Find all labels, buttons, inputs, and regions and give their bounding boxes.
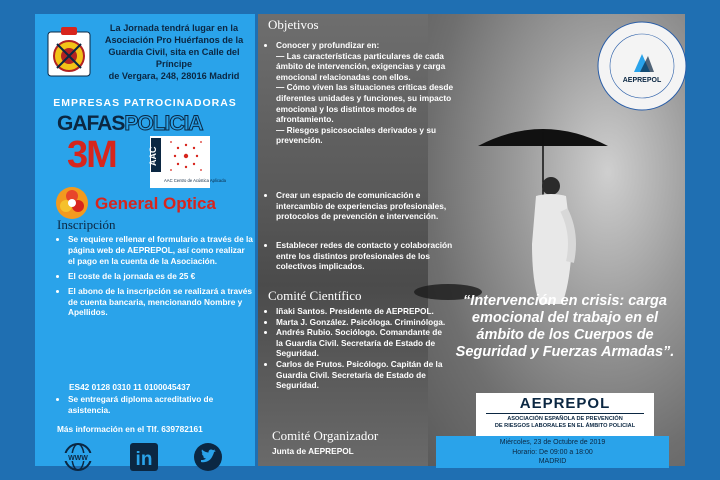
objetivos-subitem: — Las características particulares de cada ámbito de intervención, exigencias y carga emocional relacionadas con ellos. [276, 50, 446, 82]
date-line: Miércoles, 23 de Octubre de 2019 [499, 439, 606, 446]
comite-member: • Marta J. González. Psicóloga. Criminóloga. [276, 317, 446, 328]
aeprepol-fullname-line: DE RIESGOS LABORALES EN EL ÁMBITO POLICIAL [494, 423, 636, 429]
twitter-icon[interactable] [193, 442, 223, 472]
comite-member: • Andrés Rubio. Sociólogo. Comandante de la Guardia Civil. Secretaría de Estado de Seguridad. [276, 327, 446, 359]
diploma-list [57, 394, 253, 416]
objetivos-item-3: • Establecer redes de contacto y colaboración entre los distintos profesionales de los colectivos implicados. [276, 240, 456, 272]
venue-line: La Jornada tendrá lugar en la [109, 23, 239, 33]
aeprepol-fullname-line: ASOCIACIÓN ESPAÑOLA DE PREVENCIÓN [507, 416, 623, 422]
inscripcion-item: • El abono de la inscripción se realizará a través de cuenta bancaria, mencionando Nombre y Apellidos. [68, 286, 253, 319]
comite-organizador-body: Junta de AEPREPOL [272, 446, 354, 456]
more-info-text: Más información en el Tlf. 639782161 [57, 424, 203, 434]
event-headline: “Intervención en crisis: carga emocional del trabajo en el ámbito de los Cuerpos de Seguridad y Fuerzas Armadas”. [455, 293, 675, 360]
objetivos-block-2 [266, 190, 456, 222]
person-with-umbrella-image [458, 124, 648, 314]
inscripcion-item: • Se requiere rellenar el formulario a través de la página web de AEPREPOL, así como realizar el pago en la cuenta de la Asociación. [68, 234, 253, 267]
objetivos-block-3 [266, 240, 456, 272]
linkedin-label: in [135, 449, 153, 470]
comite-organizador-title: Comité Organizador [272, 428, 379, 443]
aeprepol-fullname [486, 413, 644, 430]
venue-line: Guardia Civil, sita en Calle del Príncipe [108, 47, 240, 69]
objetivos-block-1 [266, 40, 456, 146]
objetivos-title: Objetivos [268, 17, 319, 32]
general-optica-text: General Optica [95, 194, 216, 213]
aeprepol-circle-label: AEPREPOL [622, 77, 662, 84]
gafas-text: GAFAS [57, 112, 125, 135]
right-panel [258, 14, 685, 466]
city-line: MADRID [538, 458, 567, 465]
venue-text [97, 22, 251, 82]
schedule-line: Horario: De 09:00 a 18:00 [512, 448, 593, 456]
gafas-policia-logo [57, 112, 203, 136]
aeprepol-logo-box [476, 393, 654, 437]
guardia-civil-crest-icon [47, 26, 91, 78]
comite-cientifico-title: Comité Científico [268, 288, 362, 303]
aac-caption: AAC Centro de Acústica Aplicada [164, 178, 226, 183]
left-panel [35, 14, 255, 470]
date-box [436, 436, 669, 468]
general-optica-logo-icon [55, 186, 89, 220]
aeprepol-name: AEPREPOL [519, 395, 611, 412]
inscripcion-title: Inscripción [57, 217, 116, 232]
3m-logo: 3M [67, 134, 116, 176]
comite-cientifico-list [266, 306, 446, 391]
objetivos-subitem: — Cómo viven las situaciones críticas desde diferentes unidades y funciones, su impacto emocional y los distintos modos de afrontamiento. [276, 82, 454, 125]
comite-member: • Carlos de Frutos. Psicólogo. Capitán de la Guardia Civil. Secretaría de Estado de Seguridad. [276, 359, 446, 391]
objetivos-subitem: — Riesgos psicosociales derivados y su prevención. [276, 124, 437, 146]
aac-label: AAC [148, 146, 158, 166]
aeprepol-circle-logo-icon [596, 20, 688, 112]
objetivos-item-1-title: • Conocer y profundizar en: [276, 40, 456, 51]
sponsors-title: EMPRESAS PATROCINADORAS [53, 97, 237, 109]
objetivos-item-2: • Crear un espacio de comunicación e intercambio de experiencias profesionales, protocolos de prevención e intervención. [276, 190, 456, 222]
venue-line: Asociación Pro Huérfanos de la [104, 35, 244, 45]
inscripcion-item: • El coste de la jornada es de 25 € [68, 271, 253, 282]
inscripcion-list [57, 234, 253, 322]
aac-logo-icon [148, 136, 226, 188]
linkedin-icon[interactable] [129, 442, 159, 472]
iban-text: ES42 0128 0310 11 0100045437 [69, 382, 191, 392]
www-label: WWW [68, 455, 88, 462]
comite-member: • Iñaki Santos. Presidente de AEPREPOL. [276, 306, 446, 317]
policia-text: POLICIA [124, 112, 203, 135]
www-globe-icon[interactable] [63, 442, 93, 472]
venue-line: de Vergara, 248, 28016 Madrid [108, 71, 240, 81]
diploma-item: • Se entregará diploma acreditativo de asistencia. [68, 394, 253, 416]
